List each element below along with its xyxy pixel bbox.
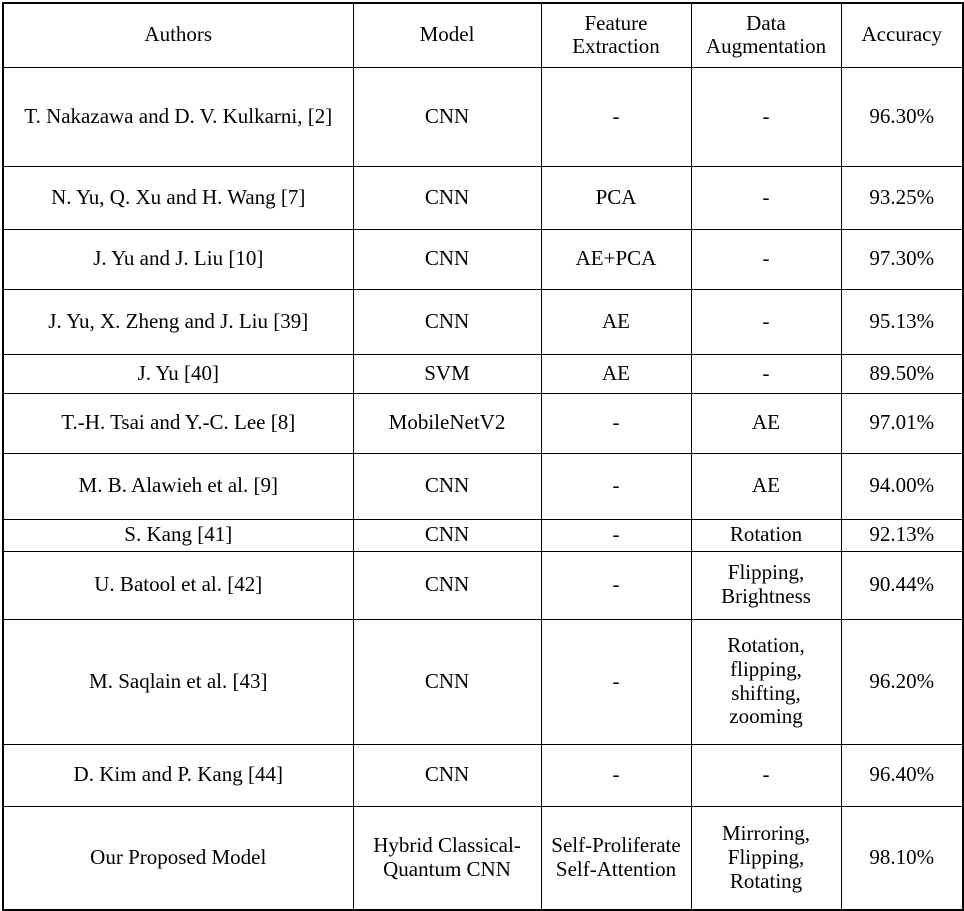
table-row — [3, 551, 963, 619]
cell-accuracy: 89.50% — [841, 354, 963, 393]
table-row — [3, 289, 963, 354]
column-header-accuracy: Accuracy — [841, 3, 963, 67]
cell-authors: J. Yu and J. Liu [10] — [3, 229, 353, 289]
cell-data-augmentation: - — [691, 289, 841, 354]
cell-feature-extraction: AE+PCA — [541, 229, 691, 289]
table-header — [3, 3, 963, 67]
cell-authors: T. Nakazawa and D. V. Kulkarni, [2] — [3, 67, 353, 166]
cell-data-augmentation: - — [691, 229, 841, 289]
table-row — [3, 519, 963, 551]
cell-model: CNN — [353, 519, 541, 551]
table-row — [3, 744, 963, 806]
cell-accuracy: 96.30% — [841, 67, 963, 166]
cell-feature-extraction: PCA — [541, 166, 691, 229]
cell-authors: J. Yu, X. Zheng and J. Liu [39] — [3, 289, 353, 354]
cell-model: CNN — [353, 166, 541, 229]
cell-data-augmentation: Flipping, Brightness — [691, 551, 841, 619]
cell-data-augmentation: Rotation, flipping, shifting, zooming — [691, 619, 841, 744]
column-header-augmentation-line2: Augmentation — [705, 34, 827, 59]
cell-data-augmentation: - — [691, 166, 841, 229]
cell-accuracy: 95.13% — [841, 289, 963, 354]
cell-authors: J. Yu [40] — [3, 354, 353, 393]
cell-model: CNN — [353, 619, 541, 744]
cell-feature-extraction: - — [541, 619, 691, 744]
column-header-feature-line2: Extraction — [572, 34, 660, 59]
cell-authors: Our Proposed Model — [3, 806, 353, 910]
cell-feature-extraction: - — [541, 744, 691, 806]
cell-authors: M. Saqlain et al. [43] — [3, 619, 353, 744]
cell-accuracy: 98.10% — [841, 806, 963, 910]
column-header-authors: Authors — [3, 3, 353, 67]
comparison-table-container — [2, 2, 942, 897]
cell-accuracy: 94.00% — [841, 453, 963, 519]
cell-feature-extraction: AE — [541, 289, 691, 354]
cell-accuracy: 96.20% — [841, 619, 963, 744]
cell-accuracy: 93.25% — [841, 166, 963, 229]
cell-feature-extraction: - — [541, 551, 691, 619]
cell-feature-extraction: - — [541, 393, 691, 453]
cell-feature-extraction: AE — [541, 354, 691, 393]
cell-feature-extraction: - — [541, 519, 691, 551]
cell-data-augmentation: AE — [691, 393, 841, 453]
cell-data-augmentation: AE — [691, 453, 841, 519]
table-row — [3, 166, 963, 229]
table-row — [3, 393, 963, 453]
cell-data-augmentation: - — [691, 354, 841, 393]
column-header-augmentation-line1: Data — [746, 10, 786, 35]
cell-authors: D. Kim and P. Kang [44] — [3, 744, 353, 806]
cell-authors: S. Kang [41] — [3, 519, 353, 551]
cell-model: SVM — [353, 354, 541, 393]
cell-model: CNN — [353, 551, 541, 619]
column-header-data-augmentation — [691, 3, 841, 67]
cell-authors: U. Batool et al. [42] — [3, 551, 353, 619]
cell-model: MobileNetV2 — [353, 393, 541, 453]
cell-data-augmentation: - — [691, 67, 841, 166]
table-header-row — [3, 3, 963, 67]
column-header-model: Model — [353, 3, 541, 67]
cell-feature-extraction: Self-Proliferate Self-Attention — [541, 806, 691, 910]
cell-data-augmentation: Mirroring, Flipping, Rotating — [691, 806, 841, 910]
cell-model: CNN — [353, 453, 541, 519]
column-header-feature-line1: Feature — [584, 10, 648, 35]
table-row — [3, 619, 963, 744]
cell-authors: T.-H. Tsai and Y.-C. Lee [8] — [3, 393, 353, 453]
cell-model: CNN — [353, 289, 541, 354]
cell-accuracy: 92.13% — [841, 519, 963, 551]
cell-data-augmentation: Rotation — [691, 519, 841, 551]
table-body — [3, 67, 963, 910]
cell-authors: M. B. Alawieh et al. [9] — [3, 453, 353, 519]
cell-model: Hybrid Classical-Quantum CNN — [353, 806, 541, 910]
table-row — [3, 453, 963, 519]
cell-authors: N. Yu, Q. Xu and H. Wang [7] — [3, 166, 353, 229]
model-comparison-table — [2, 2, 964, 911]
cell-feature-extraction: - — [541, 67, 691, 166]
table-row — [3, 354, 963, 393]
cell-accuracy: 97.30% — [841, 229, 963, 289]
cell-accuracy: 90.44% — [841, 551, 963, 619]
table-row — [3, 67, 963, 166]
table-row — [3, 229, 963, 289]
cell-feature-extraction: - — [541, 453, 691, 519]
cell-model: CNN — [353, 67, 541, 166]
cell-model: CNN — [353, 229, 541, 289]
column-header-feature-extraction — [541, 3, 691, 67]
cell-model: CNN — [353, 744, 541, 806]
cell-accuracy: 97.01% — [841, 393, 963, 453]
cell-data-augmentation: - — [691, 744, 841, 806]
table-row-proposed-model — [3, 806, 963, 910]
cell-accuracy: 96.40% — [841, 744, 963, 806]
